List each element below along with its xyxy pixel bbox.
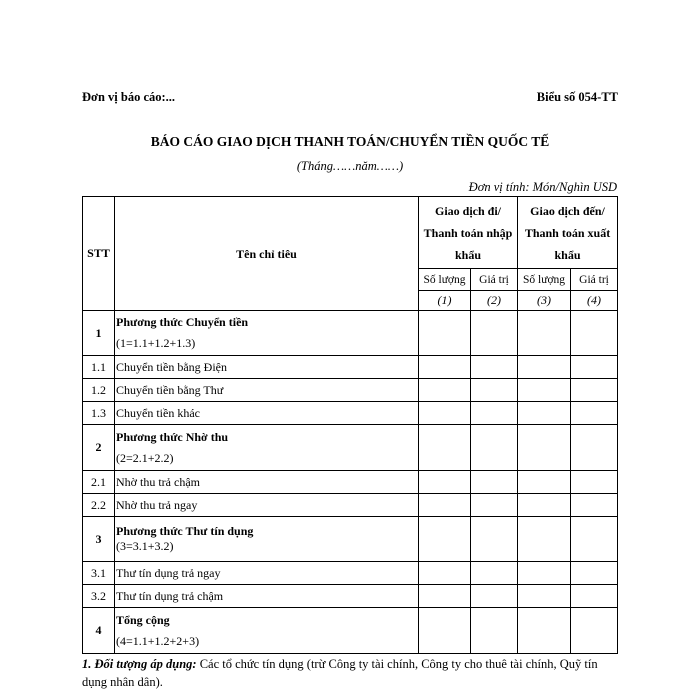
cell-val-out[interactable] — [471, 471, 518, 494]
table-row — [83, 471, 618, 494]
row-name: Chuyển tiền khác — [115, 402, 419, 425]
cell-qty-out[interactable] — [419, 379, 471, 402]
row-name: Nhờ thu trả ngay — [115, 494, 419, 517]
cell-val-out[interactable] — [471, 402, 518, 425]
cell-qty-in[interactable] — [518, 402, 571, 425]
report-period: (Tháng……năm……) — [296, 159, 404, 173]
col-num-2: (2) — [471, 291, 518, 311]
row-name — [115, 517, 419, 562]
cell-qty-in[interactable] — [518, 379, 571, 402]
row-name — [115, 425, 419, 471]
row-stt: 3.1 — [83, 562, 115, 585]
row-name: Nhờ thu trả chậm — [115, 471, 419, 494]
cell-qty-out[interactable] — [419, 608, 471, 654]
cell-val-out[interactable] — [471, 311, 518, 356]
cell-val-in[interactable] — [571, 494, 618, 517]
cell-qty-out[interactable] — [419, 471, 471, 494]
cell-qty-out[interactable] — [419, 402, 471, 425]
cell-qty-out[interactable] — [419, 494, 471, 517]
cell-qty-in[interactable] — [518, 562, 571, 585]
cell-val-out[interactable] — [471, 425, 518, 471]
row-name: Thư tín dụng trả chậm — [115, 585, 419, 608]
reporting-unit: Đơn vị báo cáo:... — [82, 90, 176, 104]
cell-val-out[interactable] — [471, 356, 518, 379]
cell-qty-out[interactable] — [419, 517, 471, 562]
row-formula: (4=1.1+1.2+2+3) — [116, 633, 200, 648]
cell-val-out[interactable] — [471, 608, 518, 654]
row-stt: 2.1 — [83, 471, 115, 494]
cell-qty-out[interactable] — [419, 585, 471, 608]
cell-val-in[interactable] — [571, 402, 618, 425]
col-num-3: (3) — [518, 291, 571, 311]
cell-qty-in[interactable] — [518, 425, 571, 471]
cell-val-out[interactable] — [471, 562, 518, 585]
cell-qty-in[interactable] — [518, 494, 571, 517]
cell-val-in[interactable] — [571, 311, 618, 356]
cell-val-out[interactable] — [471, 585, 518, 608]
row-name — [115, 608, 419, 654]
row-formula: (3=3.1+3.2) — [116, 539, 174, 553]
row-name: Chuyển tiền bằng Điện — [115, 356, 419, 379]
row-formula: (1=1.1+1.2+1.3) — [116, 336, 196, 350]
row-stt: 4 — [83, 608, 115, 654]
row-title: Tổng cộng — [116, 612, 170, 627]
header-stt: STT — [83, 197, 115, 311]
unit-of-measure: Đơn vị tính: Món/Nghìn USD — [468, 180, 617, 194]
cell-val-in[interactable] — [571, 585, 618, 608]
row-name — [115, 311, 419, 356]
cell-val-in[interactable] — [571, 471, 618, 494]
table-row — [83, 494, 618, 517]
cell-qty-in[interactable] — [518, 608, 571, 654]
row-name: Chuyển tiền bằng Thư — [115, 379, 419, 402]
row-stt: 3.2 — [83, 585, 115, 608]
header-val-in: Giá trị — [571, 269, 618, 291]
form-number: Biểu số 054-TT — [536, 90, 618, 104]
header-qty-in: Số lượng — [518, 269, 571, 291]
cell-qty-in[interactable] — [518, 517, 571, 562]
cell-val-in[interactable] — [571, 608, 618, 654]
cell-val-in[interactable] — [571, 425, 618, 471]
row-stt: 1 — [83, 311, 115, 356]
col-num-1: (1) — [419, 291, 471, 311]
cell-qty-out[interactable] — [419, 562, 471, 585]
notes-section — [82, 655, 622, 691]
cell-qty-in[interactable] — [518, 585, 571, 608]
row-name: Thư tín dụng trả ngay — [115, 562, 419, 585]
header-outgoing: Giao dịch đi/ Thanh toán nhập khẩu — [419, 197, 518, 269]
table-row — [83, 517, 618, 562]
table-row — [83, 356, 618, 379]
cell-qty-in[interactable] — [518, 471, 571, 494]
header-val-out: Giá trị — [471, 269, 518, 291]
report-title: BÁO CÁO GIAO DỊCH THANH TOÁN/CHUYỂN TIỀN QUỐC TẾ — [150, 134, 550, 149]
cell-val-in[interactable] — [571, 356, 618, 379]
header-name: Tên chỉ tiêu — [115, 197, 419, 311]
row-formula: (2=2.1+2.2) — [116, 450, 174, 465]
cell-val-in[interactable] — [571, 562, 618, 585]
cell-qty-out[interactable] — [419, 311, 471, 356]
table-row — [83, 311, 618, 356]
row-stt: 2.2 — [83, 494, 115, 517]
table-row — [83, 562, 618, 585]
header-qty-out: Số lượng — [419, 269, 471, 291]
notes-text: Các tổ chức tín dụng (trừ Công ty tài chính, Công ty cho thuê tài chính, Quỹ tín dụng nhân dân). — [82, 657, 598, 689]
header-incoming: Giao dịch đến/ Thanh toán xuất khẩu — [518, 197, 618, 269]
row-stt: 3 — [83, 517, 115, 562]
row-stt: 2 — [83, 425, 115, 471]
table-row — [83, 402, 618, 425]
row-stt: 1.1 — [83, 356, 115, 379]
cell-val-in[interactable] — [571, 379, 618, 402]
cell-val-out[interactable] — [471, 494, 518, 517]
row-stt: 1.3 — [83, 402, 115, 425]
cell-qty-out[interactable] — [419, 356, 471, 379]
col-num-4: (4) — [571, 291, 618, 311]
row-title: Phương thức Nhờ thu — [116, 429, 229, 444]
table-row — [83, 379, 618, 402]
notes-label: 1. Đối tượng áp dụng: — [82, 657, 197, 671]
row-stt: 1.2 — [83, 379, 115, 402]
table-row — [83, 425, 618, 471]
row-title: Phương thức Chuyển tiền — [116, 315, 249, 329]
cell-qty-in[interactable] — [518, 311, 571, 356]
cell-qty-out[interactable] — [419, 425, 471, 471]
table-row — [83, 608, 618, 654]
cell-qty-in[interactable] — [518, 356, 571, 379]
report-table — [82, 196, 618, 654]
cell-val-out[interactable] — [471, 379, 518, 402]
cell-val-in[interactable] — [571, 517, 618, 562]
table-row — [83, 585, 618, 608]
row-title: Phương thức Thư tín dụng — [116, 524, 254, 538]
cell-val-out[interactable] — [471, 517, 518, 562]
